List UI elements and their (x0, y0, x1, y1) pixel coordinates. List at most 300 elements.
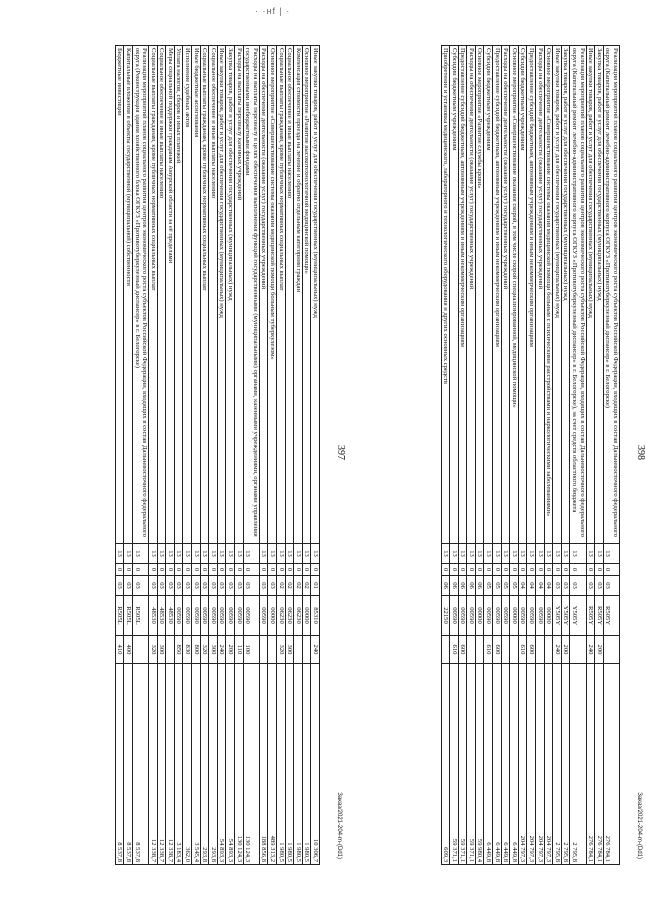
direction-code: 00590 (467, 596, 476, 636)
program-code: 13 (570, 544, 586, 564)
subprogram-code: 0 (243, 564, 259, 576)
row-description: Иные закупки товаров, работ и услуг для обеспечения государственных (муниципальных) нужд (217, 46, 226, 544)
table-row (510, 46, 519, 865)
row-amount: 204 797,3 (544, 664, 553, 865)
expense-type-code: 300 (157, 636, 166, 664)
row-amount: 2 795,8 (570, 664, 586, 865)
direction-code: 00590 (259, 596, 268, 636)
program-code: 13 (124, 544, 133, 564)
subprogram-code: 0 (235, 564, 244, 576)
row-amount: 8 537,8 (115, 664, 124, 865)
direction-code: Y505Y (570, 596, 586, 636)
program-code: 13 (302, 544, 311, 564)
subprogram-code: 0 (536, 564, 545, 576)
row-description: Расходы на обеспечение деятельности (оказание услуг) государственных учреждений (259, 46, 268, 544)
table-row (527, 46, 536, 865)
direction-code: 48530 (166, 596, 175, 636)
row-description: Реализация мероприятий планов социального развития центров экономического роста субъектов Российской Федерации, входящих в состав Дальневосточного федерального округа (Капитальный ремонт лечебно-административного корпуса ОГКУЗ «Противотуберкулезный диспансер» в г. Белогорске) (603, 46, 619, 544)
activity-code: 04 (518, 576, 527, 596)
direction-code: 22150 (441, 596, 450, 636)
activity-code: 04 (527, 576, 536, 596)
direction-code: 00000 (302, 596, 311, 636)
program-code: 13 (115, 544, 124, 564)
program-code: 13 (484, 544, 493, 564)
subprogram-code: 0 (200, 564, 209, 576)
expense-type-code: 200 (595, 636, 604, 664)
subprogram-code: 0 (132, 564, 148, 576)
expense-type-code (570, 636, 586, 664)
program-code: 13 (192, 544, 201, 564)
direction-code: Y505Y (553, 596, 562, 636)
direction-code: R505Y (586, 596, 595, 636)
row-amount: 12 338,7 (149, 664, 158, 865)
table-row (544, 46, 553, 865)
activity-code: 06 (450, 576, 459, 596)
row-description: Исполнение судебных актов (183, 46, 192, 544)
row-description: Закупка товаров, работ и услуг для обеспечения государственных (муниципальных) нужд (561, 46, 570, 544)
subprogram-code: 0 (450, 564, 459, 576)
row-amount: 8 537,8 (132, 664, 148, 865)
direction-code: 00000 (544, 596, 553, 636)
row-description: Предоставление субсидий бюджетным, автономным учреждениям и иным некоммерческим организациям (458, 46, 467, 544)
row-description: Реализация мероприятий планов социального развития центров экономического роста субъектов Российской Федерации, входящих в состав Дальневосточного федерального округа (Реконструкция здания хозяйственного блока ОГКУЗ «Противотуберкулезный диспансер» в г. Белогорске) (132, 46, 148, 544)
activity-code: 02 (277, 576, 286, 596)
expense-type-code: 110 (235, 636, 244, 664)
activity-code: 03 (586, 576, 595, 596)
expense-type-code: 610 (484, 636, 493, 664)
expense-type-code: 240 (586, 636, 595, 664)
program-code: 13 (475, 544, 484, 564)
subprogram-code: 0 (475, 564, 484, 576)
row-amount: 6 449,8 (510, 664, 519, 865)
subprogram-code: 0 (268, 564, 277, 576)
direction-code: 00590 (458, 596, 467, 636)
expense-type-code: 300 (285, 636, 294, 664)
program-code: 13 (561, 544, 570, 564)
table-row (467, 46, 476, 865)
direction-code: 00590 (226, 596, 235, 636)
expense-type-code (302, 636, 311, 664)
table-row (124, 46, 133, 865)
page-number: 398 (635, 445, 646, 460)
row-description: Расходы на обеспечение деятельности (оказание услуг) государственных учреждений (467, 46, 476, 544)
table-row (235, 46, 244, 865)
table-row (586, 46, 595, 865)
activity-code: 05 (501, 576, 510, 596)
subprogram-code: 0 (458, 564, 467, 576)
direction-code: 48530 (149, 596, 158, 636)
activity-code: 03 (268, 576, 277, 596)
page-left (20, 45, 346, 865)
program-code: 13 (226, 544, 235, 564)
row-amount: 188 856,8 (259, 664, 268, 865)
subprogram-code: 0 (570, 564, 586, 576)
subprogram-code: 0 (174, 564, 183, 576)
subprogram-code: 0 (544, 564, 553, 576)
subprogram-code: 0 (553, 564, 562, 576)
program-code: 13 (501, 544, 510, 564)
direction-code: R505L (115, 596, 124, 636)
table-row (209, 46, 218, 865)
subprogram-code: 0 (595, 564, 604, 576)
expense-type-code (544, 636, 553, 664)
direction-code: 00590 (450, 596, 459, 636)
table-row (166, 46, 175, 865)
row-amount: 204 797,3 (527, 664, 536, 865)
direction-code: 06230 (285, 596, 294, 636)
page-right (320, 45, 646, 865)
expense-type-code (268, 636, 277, 664)
activity-code: 06 (475, 576, 484, 596)
table-row (553, 46, 562, 865)
direction-code: R505L (124, 596, 133, 636)
direction-code: 00590 (243, 596, 259, 636)
expense-type-code (467, 636, 476, 664)
row-description: Субсидии бюджетным учреждениям (518, 46, 527, 544)
subprogram-code: 0 (294, 564, 303, 576)
expense-type-code: 610 (450, 636, 459, 664)
program-code: 13 (450, 544, 459, 564)
row-description: Расходы на выплаты персоналу казенных учреждений (235, 46, 244, 544)
activity-code: 03 (561, 576, 570, 596)
direction-code: 00590 (200, 596, 209, 636)
activity-code: 05 (484, 576, 493, 596)
row-amount: 3 183,4 (174, 664, 183, 865)
subprogram-code: 0 (209, 564, 218, 576)
program-code: 13 (209, 544, 218, 564)
table-row (536, 46, 545, 865)
table-row (302, 46, 311, 865)
activity-code: 05 (493, 576, 502, 596)
row-amount: 59 371,1 (467, 664, 476, 865)
table-row (277, 46, 286, 865)
row-description: Расходы на выплаты персоналу в целях обеспечения выполнения функций государственными (муниципальными) органами, казенными учреждениями, органами управления государственными внебюджетными фондами (243, 46, 259, 544)
subprogram-code: 0 (586, 564, 595, 576)
row-amount: 12 338,7 (157, 664, 166, 865)
table-row (561, 46, 570, 865)
top-stamp-mark: · ·нf | · (255, 6, 291, 16)
row-amount: 1 980,5 (294, 664, 303, 865)
activity-code: 03 (124, 576, 133, 596)
row-amount: 276 784,1 (595, 664, 604, 865)
activity-code: 03 (259, 576, 268, 596)
row-description: Субсидии бюджетным учреждениям (484, 46, 493, 544)
program-code: 13 (157, 544, 166, 564)
direction-code: Y505Y (561, 596, 570, 636)
direction-code: R505L (132, 596, 148, 636)
program-code: 13 (235, 544, 244, 564)
activity-code: 01 (311, 576, 320, 596)
program-code: 13 (285, 544, 294, 564)
table-row (458, 46, 467, 865)
row-description: Расходы на обеспечение деятельности (оказание услуг) государственных учреждений (536, 46, 545, 544)
subprogram-code: 0 (277, 564, 286, 576)
row-description: Приобретение и установка медицинского, лабораторного и технологического оборудования и других основных средств (441, 46, 450, 544)
row-description: Основное мероприятие «Совершенствование системы оказания медицинской помощи больным с психическими расстройствами и наркологическими заболеваниями» (544, 46, 553, 544)
row-amount: 59 371,1 (458, 664, 467, 865)
direction-code: 00590 (235, 596, 244, 636)
program-code: 13 (174, 544, 183, 564)
activity-code: 03 (595, 576, 604, 596)
activity-code: 03 (192, 576, 201, 596)
row-amount: 10 306,7 (311, 664, 320, 865)
row-amount: 204 797,3 (518, 664, 527, 865)
program-code: 13 (467, 544, 476, 564)
table-row (226, 46, 235, 865)
program-code: 13 (132, 544, 148, 564)
direction-code: 00590 (527, 596, 536, 636)
table-row (570, 46, 586, 865)
table-row (518, 46, 527, 865)
row-amount: 54 893,3 (217, 664, 226, 865)
row-amount: 130 124,3 (243, 664, 259, 865)
row-amount: 2 795,8 (561, 664, 570, 865)
row-description: Социальное обеспечение и иные выплаты населению (157, 46, 166, 544)
row-amount: 609,3 (441, 664, 450, 865)
subprogram-code: 0 (217, 564, 226, 576)
page-footer: Заказ/2021-204-m-(Dd1) (636, 792, 642, 859)
expense-type-code: 100 (243, 636, 259, 664)
row-description: Закупка товаров, работ и услуг для обеспечения государственных (муниципальных) нужд (226, 46, 235, 544)
expense-type-code: 410 (115, 636, 124, 664)
activity-code: 06 (458, 576, 467, 596)
activity-code: 03 (570, 576, 586, 596)
expense-type-code (475, 636, 484, 664)
table-row (200, 46, 209, 865)
row-description: Социальные выплаты гражданам, кроме публичных нормативных социальных выплат (200, 46, 209, 544)
expense-type-code: 850 (174, 636, 183, 664)
row-amount: 54 893,3 (226, 664, 235, 865)
direction-code: 00590 (192, 596, 201, 636)
program-code: 13 (200, 544, 209, 564)
program-code: 13 (166, 544, 175, 564)
table-row (294, 46, 303, 865)
direction-code: 00590 (209, 596, 218, 636)
activity-code: 06 (467, 576, 476, 596)
table-row (603, 46, 619, 865)
expense-type-code: 200 (226, 636, 235, 664)
subprogram-code: 0 (226, 564, 235, 576)
table-row (174, 46, 183, 865)
program-code: 13 (493, 544, 502, 564)
activity-code: 06 (441, 576, 450, 596)
row-amount: 293,8 (200, 664, 209, 865)
expense-type-code: 400 (124, 636, 133, 664)
expense-type-code: 320 (277, 636, 286, 664)
direction-code: 06230 (294, 596, 303, 636)
row-amount: 204 797,3 (536, 664, 545, 865)
subprogram-code: 0 (527, 564, 536, 576)
subprogram-code: 0 (561, 564, 570, 576)
direction-code: 06230 (277, 596, 286, 636)
expense-type-code: 600 (493, 636, 502, 664)
program-code: 13 (183, 544, 192, 564)
expense-type-code (259, 636, 268, 664)
activity-code: 03 (149, 576, 158, 596)
activity-code: 03 (174, 576, 183, 596)
program-code: 13 (294, 544, 303, 564)
direction-code: 00590 (493, 596, 502, 636)
row-amount: 2 795,8 (553, 664, 562, 865)
direction-code: 00000 (268, 596, 277, 636)
row-description: Предоставление субсидий бюджетным, автономным учреждениям и иным некоммерческим организациям (493, 46, 502, 544)
table-row (441, 46, 450, 865)
subprogram-code: 0 (259, 564, 268, 576)
row-description: Социальные выплаты гражданам, кроме публичных нормативных социальных выплат (277, 46, 286, 544)
row-amount: 59 371,1 (450, 664, 459, 865)
row-description: Иные закупки товаров, работ и услуг для обеспечения государственных (муниципальных) нужд (586, 46, 595, 544)
program-code: 13 (595, 544, 604, 564)
row-amount: 1 980,5 (302, 664, 311, 865)
table-row (157, 46, 166, 865)
program-code: 13 (277, 544, 286, 564)
budget-table (115, 45, 320, 865)
row-description: Социальное обеспечение и иные выплаты населению (285, 46, 294, 544)
activity-code: 03 (217, 576, 226, 596)
row-amount: 6 449,8 (484, 664, 493, 865)
row-amount: 130 124,3 (235, 664, 244, 865)
program-code: 13 (510, 544, 519, 564)
table-row (493, 46, 502, 865)
table-row (217, 46, 226, 865)
subprogram-code: 0 (124, 564, 133, 576)
subprogram-code: 0 (518, 564, 527, 576)
expense-type-code: 300 (209, 636, 218, 664)
activity-code: 03 (200, 576, 209, 596)
activity-code: 03 (166, 576, 175, 596)
expense-type-code: 610 (518, 636, 527, 664)
expense-type-code (536, 636, 545, 664)
direction-code: 48530 (157, 596, 166, 636)
row-description: Социальное обеспечение и иные выплаты населению (209, 46, 218, 544)
row-amount: 6 449,8 (493, 664, 502, 865)
activity-code: 04 (536, 576, 545, 596)
table-row (501, 46, 510, 865)
activity-code: 03 (183, 576, 192, 596)
subprogram-code: 0 (501, 564, 510, 576)
expense-type-code (441, 636, 450, 664)
direction-code: 00590 (536, 596, 545, 636)
activity-code: 03 (226, 576, 235, 596)
expense-type-code: 240 (311, 636, 320, 664)
row-description: Капитальные вложения в объекты государственной (муниципальной) собственности (124, 46, 133, 544)
row-description: Закупка товаров, работ и услуг для обеспечения государственных (муниципальных) нужд (595, 46, 604, 544)
row-description: Иные бюджетные ассигнования (192, 46, 201, 544)
table-row (183, 46, 192, 865)
table-row (132, 46, 148, 865)
program-code: 13 (586, 544, 595, 564)
table-row (115, 46, 124, 865)
row-amount: 489 313,2 (268, 664, 277, 865)
direction-code: 00590 (217, 596, 226, 636)
row-amount: 362,0 (183, 664, 192, 865)
program-code: 13 (458, 544, 467, 564)
direction-code: 00590 (518, 596, 527, 636)
subprogram-code: 0 (157, 564, 166, 576)
page-number: 397 (335, 445, 346, 460)
program-code: 13 (149, 544, 158, 564)
subprogram-code: 0 (149, 564, 158, 576)
activity-code: 04 (544, 576, 553, 596)
program-code: 13 (536, 544, 545, 564)
activity-code: 05 (510, 576, 519, 596)
activity-code: 03 (243, 576, 259, 596)
page-footer: Заказ/2021-204-m-(Dd1) (336, 792, 342, 859)
expense-type-code: 800 (192, 636, 201, 664)
activity-code: 02 (294, 576, 303, 596)
direction-code: 00000 (510, 596, 519, 636)
subprogram-code: 0 (510, 564, 519, 576)
expense-type-code: 600 (458, 636, 467, 664)
subprogram-code: 0 (302, 564, 311, 576)
expense-type-code (510, 636, 519, 664)
direction-code: 00000 (475, 596, 484, 636)
row-description: Компенсация стоимости проезда на лечение и обратно отдельным категориям граждан (294, 46, 303, 544)
program-code: 13 (518, 544, 527, 564)
expense-type-code: 320 (200, 636, 209, 664)
subprogram-code: 0 (493, 564, 502, 576)
program-code: 13 (268, 544, 277, 564)
expense-type-code (166, 636, 175, 664)
row-amount: 276 784,1 (603, 664, 619, 865)
program-code: 13 (553, 544, 562, 564)
row-amount: 12 338,7 (166, 664, 175, 865)
table-row (285, 46, 294, 865)
row-description: Иные закупки товаров, работ и услуг для обеспечения государственных (муниципальных) нужд (553, 46, 562, 544)
program-code: 13 (243, 544, 259, 564)
row-amount: 3 545,4 (192, 664, 201, 865)
direction-code: R505Y (595, 596, 604, 636)
row-amount: 293,8 (209, 664, 218, 865)
table-row (149, 46, 158, 865)
subprogram-code: 0 (311, 564, 320, 576)
subprogram-code: 0 (484, 564, 493, 576)
row-description: Иные закупки товаров, работ и услуг для обеспечения государственных (муниципальных) нужд (311, 46, 320, 544)
expense-type-code (294, 636, 303, 664)
table-row (595, 46, 604, 865)
subprogram-code: 0 (192, 564, 201, 576)
activity-code: 03 (115, 576, 124, 596)
activity-code: 03 (235, 576, 244, 596)
budget-table (441, 45, 620, 865)
table-row (192, 46, 201, 865)
program-code: 13 (603, 544, 619, 564)
table-row (311, 46, 320, 865)
direction-code: 00590 (501, 596, 510, 636)
expense-type-code: 200 (561, 636, 570, 664)
expense-type-code: 600 (527, 636, 536, 664)
table-row (484, 46, 493, 865)
activity-code: 02 (285, 576, 294, 596)
activity-code: 02 (302, 576, 311, 596)
activity-code: 03 (132, 576, 148, 596)
program-code: 13 (217, 544, 226, 564)
row-description: Расходы на обеспечение деятельности (оказание услуг) государственных учреждений (501, 46, 510, 544)
subprogram-code: 0 (467, 564, 476, 576)
table-row (450, 46, 459, 865)
expense-type-code: 320 (149, 636, 158, 664)
row-description: Основное мероприятие «Совершенствование оказания скорой, в том числе скорой специализированной, медицинской помощи» (510, 46, 519, 544)
row-description: Основное мероприятие «Совершенствование системы оказания медицинской помощи больным туберкулезом» (268, 46, 277, 544)
activity-code: 03 (603, 576, 619, 596)
expense-type-code: 240 (217, 636, 226, 664)
direction-code: 00590 (174, 596, 183, 636)
subprogram-code: 0 (603, 564, 619, 576)
row-description: Уплата налогов, сборов и иных платежей (174, 46, 183, 544)
subprogram-code: 0 (285, 564, 294, 576)
table-row (259, 46, 268, 865)
row-amount: 1 980,5 (285, 664, 294, 865)
